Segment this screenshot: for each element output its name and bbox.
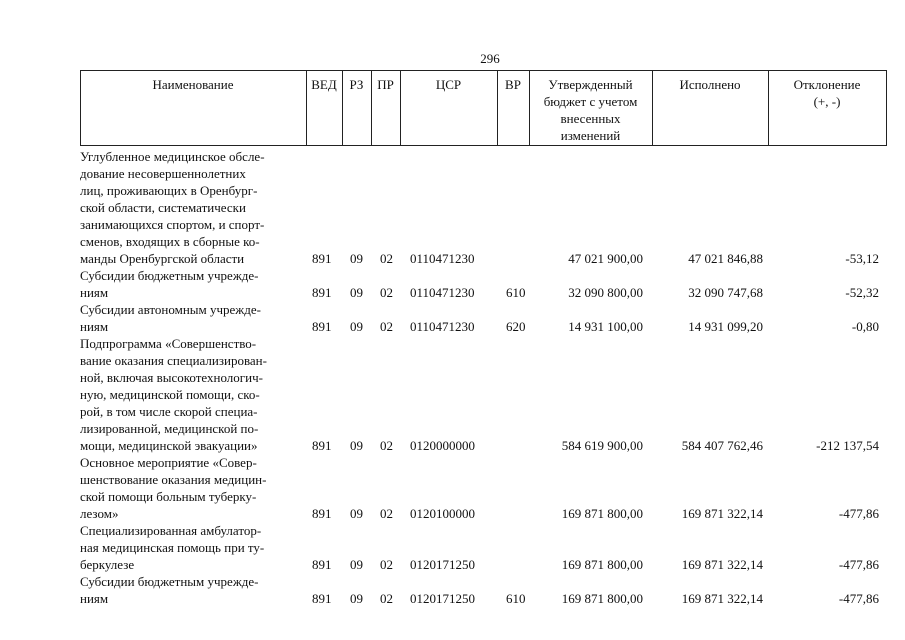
row-vr: 610 bbox=[506, 285, 526, 300]
row-executed: 47 021 846,88 bbox=[688, 251, 763, 266]
row-name: Субсидии бюджетным учрежде- ниям bbox=[80, 574, 259, 606]
row-executed: 14 931 099,20 bbox=[688, 319, 763, 334]
row-ved: 891 bbox=[312, 557, 332, 572]
row-executed: 169 871 322,14 bbox=[681, 506, 763, 521]
row-name: Основное мероприятие «Совер- шенствование оказания медицин- ской помощи больным туберку- лезом» bbox=[80, 455, 267, 521]
row-vr: 620 bbox=[506, 319, 526, 334]
row-rz: 09 bbox=[350, 438, 363, 453]
header-name: Наименование bbox=[152, 77, 234, 92]
row-csr: 0120100000 bbox=[410, 506, 475, 521]
table-row bbox=[80, 267, 887, 301]
row-executed: 169 871 322,14 bbox=[681, 557, 763, 572]
header-deviation-line: (+, -) bbox=[813, 94, 841, 109]
row-deviation: -52,32 bbox=[845, 285, 879, 300]
table-header bbox=[80, 70, 887, 146]
header-budget-line: изменений bbox=[560, 128, 621, 143]
header-executed: Исполнено bbox=[679, 77, 741, 92]
row-deviation: -477,86 bbox=[838, 557, 879, 572]
row-name: Субсидии бюджетным учрежде- ниям bbox=[80, 268, 259, 300]
row-pr: 02 bbox=[380, 251, 393, 266]
col-divider bbox=[886, 70, 887, 146]
header-budget-line: Утвержденный bbox=[548, 77, 633, 92]
table-row bbox=[80, 522, 887, 573]
row-pr: 02 bbox=[380, 285, 393, 300]
row-pr: 02 bbox=[380, 506, 393, 521]
table-body bbox=[80, 148, 887, 607]
row-rz: 09 bbox=[350, 506, 363, 521]
row-budget: 47 021 900,00 bbox=[568, 251, 643, 266]
table-row bbox=[80, 335, 887, 454]
row-deviation: -212 137,54 bbox=[816, 438, 879, 453]
header-rz: РЗ bbox=[349, 77, 364, 92]
row-budget: 169 871 800,00 bbox=[561, 506, 643, 521]
row-deviation: -0,80 bbox=[851, 319, 879, 334]
row-rz: 09 bbox=[350, 557, 363, 572]
row-pr: 02 bbox=[380, 591, 393, 606]
row-budget: 169 871 800,00 bbox=[561, 591, 643, 606]
row-budget: 14 931 100,00 bbox=[568, 319, 643, 334]
header-pr: ПР bbox=[377, 77, 394, 92]
header-top-border bbox=[80, 70, 887, 71]
row-pr: 02 bbox=[380, 319, 393, 334]
row-rz: 09 bbox=[350, 591, 363, 606]
row-ved: 891 bbox=[312, 319, 332, 334]
row-csr: 0110471230 bbox=[410, 285, 475, 300]
header-deviation-line: Отклонение bbox=[793, 77, 861, 92]
header-csr: ЦСР bbox=[435, 77, 462, 92]
row-deviation: -477,86 bbox=[838, 506, 879, 521]
row-name: Субсидии автономным учрежде- ниям bbox=[80, 302, 261, 334]
row-vr: 610 bbox=[506, 591, 526, 606]
row-deviation: -477,86 bbox=[838, 591, 879, 606]
row-pr: 02 bbox=[380, 438, 393, 453]
row-pr: 02 bbox=[380, 557, 393, 572]
row-name: Специализированная амбулатор- ная медицинская помощь при ту- беркулезе bbox=[80, 523, 265, 572]
header-budget bbox=[529, 76, 652, 144]
row-csr: 0120171250 bbox=[410, 557, 475, 572]
row-budget: 32 090 800,00 bbox=[568, 285, 643, 300]
table-row bbox=[80, 454, 887, 522]
row-ved: 891 bbox=[312, 591, 332, 606]
row-ved: 891 bbox=[312, 251, 332, 266]
table-row bbox=[80, 148, 887, 267]
row-executed: 584 407 762,46 bbox=[681, 438, 763, 453]
header-budget-line: бюджет с учетом bbox=[543, 94, 638, 109]
header-bottom-border bbox=[80, 145, 887, 146]
row-deviation: -53,12 bbox=[845, 251, 879, 266]
table-row bbox=[80, 573, 887, 607]
row-name: Подпрограмма «Совершенство- вание оказания специализирован- ной, включая высокотехнологич- ную, медицинской помощи, ско- рой, в том числе скорой специа- лизированной, медицинской по- мощи, медицинской эвакуации» bbox=[80, 336, 267, 453]
row-csr: 0120171250 bbox=[410, 591, 475, 606]
row-rz: 09 bbox=[350, 319, 363, 334]
page-number: 296 bbox=[480, 51, 500, 66]
row-executed: 32 090 747,68 bbox=[688, 285, 763, 300]
table-row bbox=[80, 301, 887, 335]
row-executed: 169 871 322,14 bbox=[681, 591, 763, 606]
header-deviation bbox=[768, 76, 886, 110]
header-budget-line: внесенных bbox=[560, 111, 621, 126]
row-name: Углубленное медицинское обсле- дование несовершеннолетних лиц, проживающих в Оренбург- ской области, систематически занимающихся спортом, и спорт- сменов, входящих в сборные ко- манды Оренбургской области bbox=[80, 149, 265, 266]
row-budget: 169 871 800,00 bbox=[561, 557, 643, 572]
row-rz: 09 bbox=[350, 251, 363, 266]
row-ved: 891 bbox=[312, 506, 332, 521]
row-ved: 891 bbox=[312, 285, 332, 300]
row-ved: 891 bbox=[312, 438, 332, 453]
row-csr: 0120000000 bbox=[410, 438, 475, 453]
row-csr: 0110471230 bbox=[410, 251, 475, 266]
row-rz: 09 bbox=[350, 285, 363, 300]
row-budget: 584 619 900,00 bbox=[561, 438, 643, 453]
header-vr: ВР bbox=[505, 77, 521, 92]
row-csr: 0110471230 bbox=[410, 319, 475, 334]
header-ved: ВЕД bbox=[311, 77, 337, 92]
